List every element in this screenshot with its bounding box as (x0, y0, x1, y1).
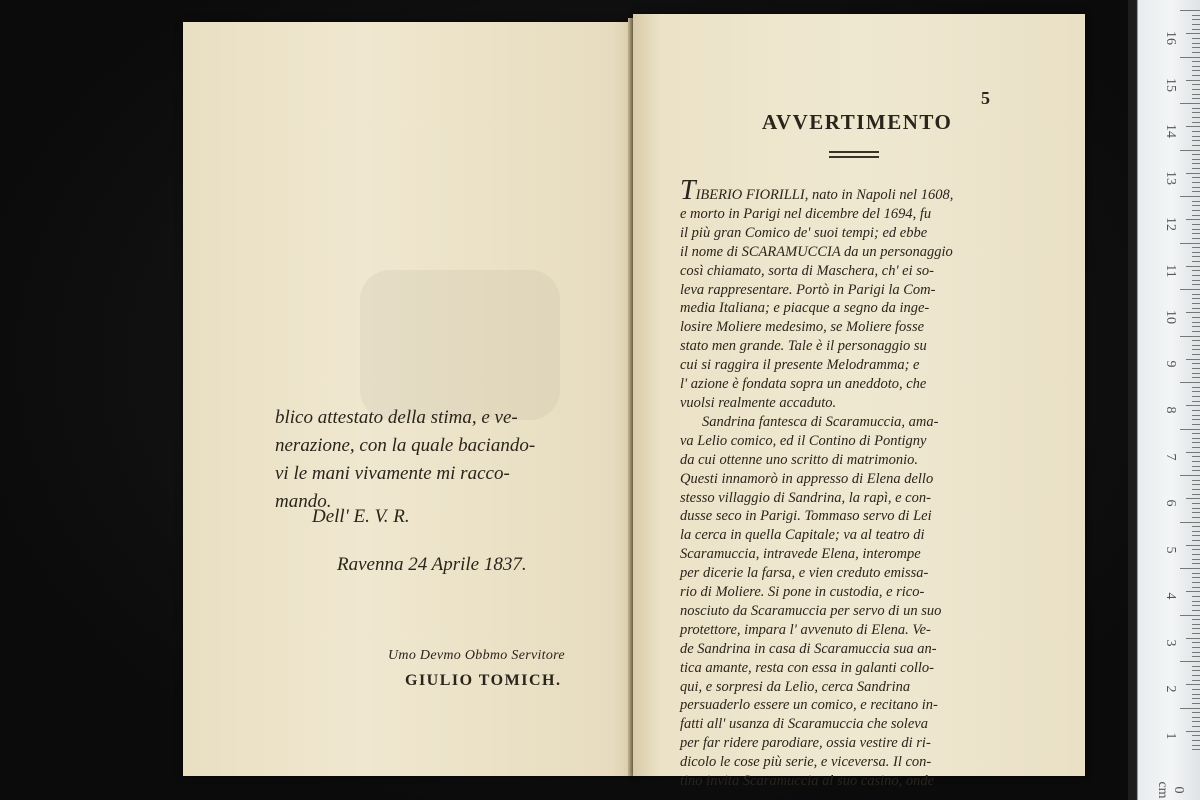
ruler-number: 4 (1163, 592, 1178, 600)
ruler-tick (1192, 354, 1200, 355)
ruler-tick (1192, 512, 1200, 513)
ruler-tick (1192, 322, 1200, 323)
body-line: de Sandrina in casa di Scaramuccia sua an- (680, 640, 937, 657)
ruler-tick (1192, 470, 1200, 471)
ruler-tick (1180, 475, 1200, 476)
ruler-tick (1192, 75, 1200, 76)
ruler-tick (1192, 298, 1200, 299)
ruler-tick (1192, 735, 1200, 736)
body-first-line (680, 175, 1020, 206)
ruler-tick (1192, 745, 1200, 746)
ruler-number: 14 (1163, 124, 1178, 138)
ruler-tick (1192, 98, 1200, 99)
ruler-tick (1192, 349, 1200, 350)
body-line: tino invita Scaramuccia al suo casino, onde (680, 773, 935, 790)
ruler-tick (1186, 266, 1200, 267)
ruler-tick (1192, 526, 1200, 527)
ruler-tick (1186, 33, 1200, 34)
ruler-tick (1192, 345, 1200, 346)
ruler-tick (1180, 568, 1200, 569)
ruler-tick (1192, 540, 1200, 541)
ruler-tick (1186, 173, 1200, 174)
ruler-number: 13 (1163, 170, 1178, 185)
ruler-tick (1192, 415, 1200, 416)
ruler-tick (1192, 563, 1200, 564)
ruler-tick (1192, 549, 1200, 550)
ruler-tick (1192, 210, 1200, 211)
ruler-tick (1192, 205, 1200, 206)
body-line: per far ridere parodiare, ossia vestire di ri- (680, 735, 931, 752)
ruler-tick (1192, 587, 1200, 588)
ruler-tick (1192, 517, 1200, 518)
heading-rule-top (829, 151, 879, 153)
ruler-tick (1192, 703, 1200, 704)
ruler-tick (1192, 331, 1200, 332)
salutation: Dell' E. V. R. (312, 506, 410, 527)
body-line: stato men grande. Tale è il personaggio su (680, 338, 927, 355)
ruler-tick (1192, 177, 1200, 178)
heading-rule-bottom (829, 156, 879, 158)
ruler-tick (1192, 38, 1200, 39)
body-line: l' azione è fondata sopra un aneddoto, che (680, 376, 927, 393)
ruler-tick (1186, 591, 1200, 592)
ruler-tick (1192, 410, 1200, 411)
ruler-number: 8 (1163, 406, 1178, 414)
ruler-tick (1192, 442, 1200, 443)
ruler-tick (1192, 168, 1200, 169)
ruler-tick (1186, 80, 1200, 81)
ruler-tick (1192, 656, 1200, 657)
ruler-tick (1192, 680, 1200, 681)
ruler-tick (1192, 652, 1200, 653)
ruler-tick (1192, 19, 1200, 20)
ruler-tick (1192, 675, 1200, 676)
body-line: il più gran Comico de' suoi tempi; ed ebbe (680, 224, 928, 241)
ruler-tick (1192, 387, 1200, 388)
ruler-tick (1192, 187, 1200, 188)
ruler-tick (1192, 582, 1200, 583)
ruler-tick (1192, 377, 1200, 378)
ruler-tick (1192, 340, 1200, 341)
ruler-tick (1192, 145, 1200, 146)
dedication-line: vi le mani vivamente mi racco- (275, 463, 510, 484)
body-line: da cui ottenne uno scritto di matrimonio. (680, 451, 919, 468)
ruler-number: 3 (1163, 639, 1178, 646)
ruler-tick (1192, 694, 1200, 695)
ruler-tick (1180, 708, 1200, 709)
ruler-tick (1192, 438, 1200, 439)
body-line: Sandrina fantesca di Scaramuccia, ama- (702, 413, 939, 430)
ruler-tick (1180, 10, 1200, 11)
body-line: stesso villaggio di Sandrina, la rapì, e con- (680, 489, 931, 506)
ruler-tick (1186, 545, 1200, 546)
ruler-tick (1192, 52, 1200, 53)
ruler-tick (1186, 498, 1200, 499)
ruler-tick (1180, 243, 1200, 244)
ruler-tick (1192, 159, 1200, 160)
body-line: nosciuto da Scaramuccia per servo di un suo (680, 602, 942, 619)
body-line: protettore, impara l' avvenuto di Elena. Ve- (680, 621, 931, 638)
ruler-tick (1192, 391, 1200, 392)
ruler-tick (1186, 684, 1200, 685)
ruler-tick (1192, 317, 1200, 318)
ruler-tick (1192, 489, 1200, 490)
ruler-tick (1192, 47, 1200, 48)
ruler-tick (1192, 308, 1200, 309)
ruler-tick (1180, 103, 1200, 104)
ruler-tick (1192, 108, 1200, 109)
ruler-tick (1192, 749, 1200, 750)
ruler-tick (1192, 29, 1200, 30)
ruler-tick (1192, 191, 1200, 192)
ruler-tick (1192, 573, 1200, 574)
ruler-tick (1186, 126, 1200, 127)
ruler-tick (1192, 280, 1200, 281)
ruler-tick (1192, 182, 1200, 183)
ruler-tick (1192, 535, 1200, 536)
ruler-tick (1192, 689, 1200, 690)
ruler-tick (1186, 731, 1200, 732)
ruler-tick (1192, 494, 1200, 495)
ruler-tick (1192, 456, 1200, 457)
first-line-text: IBERIO FIORILLI, nato in Napoli nel 1608, (695, 187, 954, 203)
ruler-tick (1192, 15, 1200, 16)
ruler-tick (1192, 373, 1200, 374)
body-line: losire Moliere medesimo, se Moliere fosse (680, 319, 925, 336)
body-line: e morto in Parigi nel dicembre del 1694, fu (680, 205, 932, 222)
ruler-tick (1192, 466, 1200, 467)
ruler-tick (1192, 122, 1200, 123)
ruler-tick (1192, 712, 1200, 713)
ruler-tick (1192, 624, 1200, 625)
ruler-tick (1192, 647, 1200, 648)
body-line: Questi innamorò in appresso di Elena dello (680, 470, 934, 487)
ruler-tick (1186, 638, 1200, 639)
ruler-tick (1192, 84, 1200, 85)
ruler-tick (1192, 238, 1200, 239)
ruler-tick (1192, 112, 1200, 113)
ruler-number: 12 (1163, 217, 1178, 231)
ruler-tick (1192, 396, 1200, 397)
body-line: Scaramuccia, intravede Elena, interompe (680, 546, 921, 563)
ruler-tick (1192, 642, 1200, 643)
ruler-tick (1192, 419, 1200, 420)
body-line: così chiamato, sorta di Maschera, ch' ei so- (680, 262, 934, 279)
ruler-tick (1192, 666, 1200, 667)
ruler-tick (1186, 312, 1200, 313)
ruler-tick (1180, 150, 1200, 151)
body-line: fatti all' usanza di Scaramuccia che soleva (680, 716, 928, 733)
ruler-number: 5 (1163, 546, 1178, 553)
ruler-tick (1192, 726, 1200, 727)
ruler-tick (1192, 163, 1200, 164)
ruler-tick (1180, 382, 1200, 383)
ruler-tick (1192, 424, 1200, 425)
ruler-tick (1192, 247, 1200, 248)
ruler-tick (1192, 89, 1200, 90)
ruler-tick (1192, 303, 1200, 304)
ruler-tick (1192, 721, 1200, 722)
ruler-number: 0 cm (1155, 781, 1186, 799)
ruler-tick (1180, 289, 1200, 290)
ruler-tick (1180, 57, 1200, 58)
ruler-tick (1192, 284, 1200, 285)
body-line: qui, e sorpresi da Lelio, cerca Sandrina (680, 678, 911, 695)
page-heading: AVVERTIMENTO (762, 110, 953, 134)
signature-name: GIULIO TOMICH. (405, 672, 562, 689)
ruler-tick (1192, 94, 1200, 95)
closing-formula: Umo Devmo Obbmo Servitore (388, 648, 565, 663)
ruler-tick (1192, 610, 1200, 611)
ruler-tick (1192, 619, 1200, 620)
body-line: vuolsi realmente accaduto. (680, 394, 837, 411)
body-line: va Lelio comico, ed il Contino di Pontigny (680, 432, 927, 449)
ruler-tick (1192, 601, 1200, 602)
ruler-tick (1192, 201, 1200, 202)
ruler-tick (1192, 698, 1200, 699)
ruler-number: 7 (1163, 453, 1178, 460)
ruler-tick (1186, 405, 1200, 406)
ruler-tick (1192, 577, 1200, 578)
ruler-tick (1180, 336, 1200, 337)
ruler-number: 9 (1163, 360, 1178, 367)
ruler-tick (1192, 261, 1200, 262)
ruler-tick (1192, 628, 1200, 629)
ruler-tick (1186, 452, 1200, 453)
body-line: leva rappresentare. Portò in Parigi la Com- (680, 281, 936, 298)
ruler-number: 2 (1163, 685, 1178, 693)
ruler-tick (1192, 363, 1200, 364)
ruler-tick (1192, 503, 1200, 504)
body-line: dusse seco in Parigi. Tommaso servo di Lei (680, 508, 932, 525)
body-line: la cerca in quella Capitale; va al teatro di (680, 527, 925, 544)
ruler-tick (1192, 131, 1200, 132)
ruler-tick (1192, 275, 1200, 276)
ruler-tick (1192, 256, 1200, 257)
ruler-tick (1192, 596, 1200, 597)
ruler-tick (1192, 559, 1200, 560)
ruler-tick (1180, 429, 1200, 430)
ruler-tick (1192, 554, 1200, 555)
watermark-logo (360, 270, 560, 420)
ruler-tick (1192, 447, 1200, 448)
dedication-line: blico attestato della stima, e ve- (275, 407, 518, 428)
page-number: 5 (981, 88, 990, 108)
ruler-tick (1192, 233, 1200, 234)
body-line: per dicerie la farsa, e vien creduto emissa- (680, 565, 929, 582)
ruler-tick (1186, 219, 1200, 220)
ruler-tick (1180, 522, 1200, 523)
ruler-tick (1192, 154, 1200, 155)
body-line: media Italiana; e piacque a segno da inge- (680, 300, 930, 317)
ruler-tick (1192, 484, 1200, 485)
dedication-text (275, 404, 605, 516)
ruler-tick (1192, 70, 1200, 71)
ruler-tick (1192, 480, 1200, 481)
body-line: il nome di SCARAMUCCIA da un personaggio (680, 243, 953, 260)
ruler-number: 10 (1163, 310, 1178, 324)
ruler-number: 15 (1163, 77, 1178, 92)
body-line: tica amante, resta con essa in galanti collo- (680, 659, 934, 676)
ruler-tick (1192, 215, 1200, 216)
dedication-line: mando. (275, 491, 332, 512)
ruler-tick (1192, 252, 1200, 253)
ruler-tick (1192, 461, 1200, 462)
place-date: Ravenna 24 Aprile 1837. (337, 554, 527, 575)
ruler-tick (1192, 294, 1200, 295)
ruler-tick (1192, 633, 1200, 634)
ruler-tick (1180, 661, 1200, 662)
ruler-tick (1192, 140, 1200, 141)
ruler-tick (1192, 740, 1200, 741)
body-line: persuaderlo essere un comico, e recitano in- (680, 697, 938, 714)
ruler-tick (1192, 531, 1200, 532)
dedication-line: nerazione, con la quale baciando- (275, 435, 536, 456)
ruler-tick (1192, 326, 1200, 327)
body-line: rio di Moliere. Si pone in custodia, e rico- (680, 584, 925, 601)
drop-cap: T (680, 175, 696, 206)
ruler-tick (1180, 196, 1200, 197)
ruler-tick (1192, 670, 1200, 671)
ruler-number: 16 (1163, 31, 1178, 45)
ruler-tick (1192, 61, 1200, 62)
ruler-tick (1180, 615, 1200, 616)
ruler-tick (1192, 66, 1200, 67)
ruler-tick (1192, 270, 1200, 271)
ruler-tick (1192, 605, 1200, 606)
ruler-tick (1192, 229, 1200, 230)
ruler-tick (1192, 508, 1200, 509)
ruler-number: 6 (1163, 499, 1178, 507)
ruler-tick (1192, 136, 1200, 137)
ruler-tick (1192, 224, 1200, 225)
ruler-tick (1192, 401, 1200, 402)
ruler-tick (1192, 117, 1200, 118)
body-text (680, 175, 1020, 791)
ruler-tick (1192, 368, 1200, 369)
ruler-tick (1192, 433, 1200, 434)
body-line: cui si raggira il presente Melodramma; e (680, 357, 920, 374)
ruler-tick (1192, 717, 1200, 718)
ruler-number: 1 (1163, 732, 1178, 739)
ruler-number: 11 (1163, 263, 1178, 278)
ruler-tick (1192, 43, 1200, 44)
body-line: dicolo le cose più serie, e viceversa. Il con- (680, 754, 932, 771)
ruler-tick (1186, 359, 1200, 360)
ruler-tick (1192, 24, 1200, 25)
